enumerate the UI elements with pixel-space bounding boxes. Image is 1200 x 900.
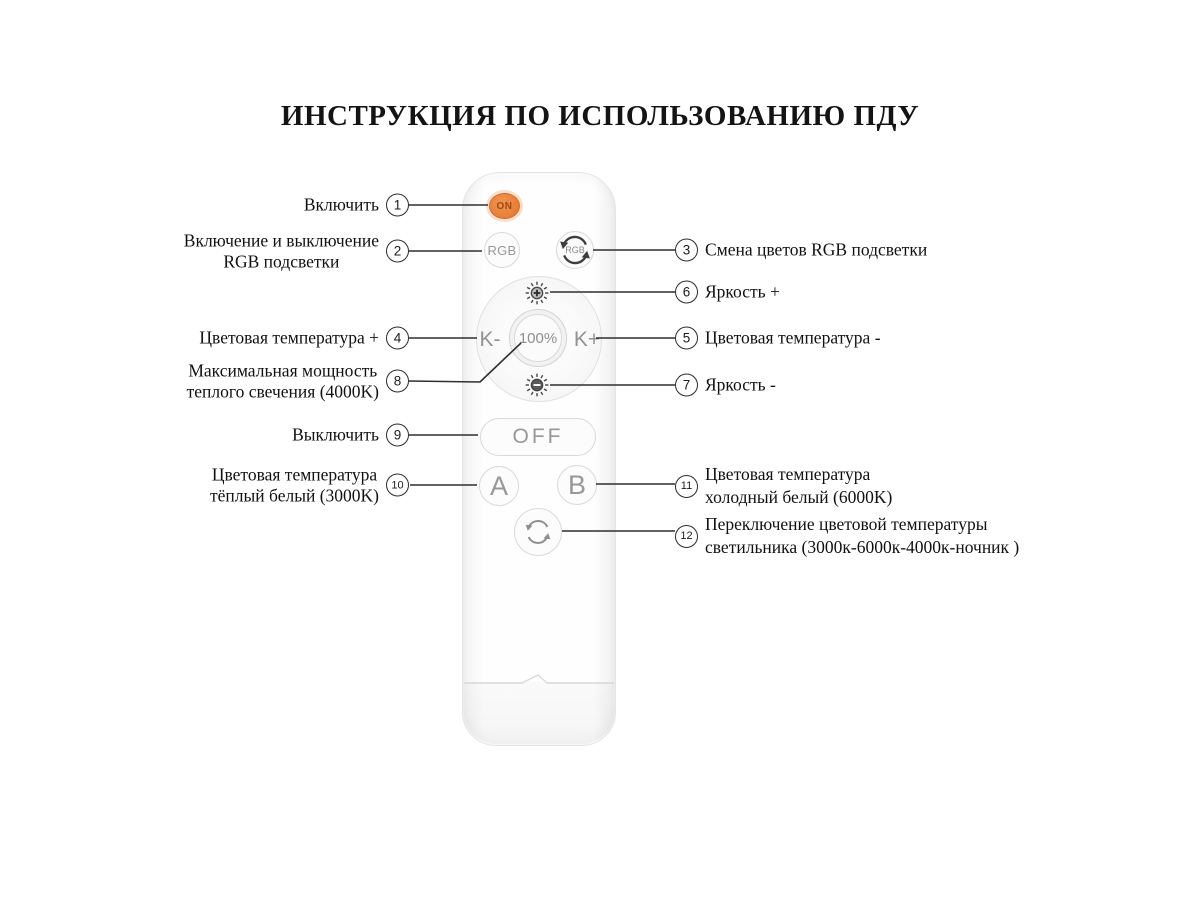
callout-power-on: [304, 194, 409, 217]
cycle-arrows-icon: [521, 515, 555, 549]
callout-text: Яркость +: [705, 281, 780, 302]
callout-brightness-minus: [675, 374, 776, 397]
callout-number: 5: [675, 327, 698, 350]
callout-max-power: [187, 361, 409, 402]
callout-number: 10: [386, 474, 409, 497]
callout-number: 9: [386, 424, 409, 447]
remote-control: [462, 172, 616, 746]
callout-number: 6: [675, 281, 698, 304]
off-button: OFF: [480, 418, 596, 456]
callout-color-temp-minus: [675, 327, 881, 350]
k-minus-button: K-: [479, 328, 501, 351]
callout-number: 1: [386, 194, 409, 217]
max-power-100-button: 100%: [514, 314, 562, 362]
callout-number: 4: [386, 327, 409, 350]
b-button: B: [557, 465, 597, 505]
callout-text: Выключить: [292, 424, 379, 445]
brightness-up-icon: [525, 281, 549, 305]
callout-text: Переключение цветовой температуры светильника (3000к-6000к-4000к-ночник ): [705, 514, 1020, 557]
callout-temp-cycle: [675, 513, 1019, 559]
callout-text: Смена цветов RGB подсветки: [705, 239, 928, 260]
callout-number: 3: [675, 239, 698, 262]
callout-text: Максимальная мощность теплого свечения (4000K): [186, 360, 379, 401]
callout-power-off: [292, 424, 409, 447]
callout-number: 2: [386, 240, 409, 263]
callout-cold-white: [675, 463, 892, 509]
battery-cover: [464, 682, 614, 744]
callout-text: Цветовая температура -: [705, 327, 881, 348]
callout-rgb-toggle: [184, 231, 409, 272]
callout-number: 12: [675, 525, 698, 548]
callout-text: Включить: [303, 194, 379, 215]
rgb-toggle-button: RGB: [484, 232, 520, 268]
color-temp-cycle-button: [514, 508, 562, 556]
a-button: A: [479, 466, 519, 506]
callout-number: 8: [386, 370, 409, 393]
callout-number: 11: [675, 475, 698, 498]
callout-text: Цветовая температура тёплый белый (3000K): [210, 464, 379, 505]
callout-text: Цветовая температура холодный белый (6000K): [705, 464, 893, 507]
callout-color-temp-plus: [199, 327, 409, 350]
page-title: ИНСТРУКЦИЯ ПО ИСПОЛЬЗОВАНИЮ ПДУ: [280, 100, 920, 132]
callout-rgb-color-change: [675, 239, 927, 262]
callout-warm-white: [210, 465, 409, 506]
on-button: ON: [489, 193, 520, 219]
callout-brightness-plus: [675, 281, 780, 304]
k-plus-button: K+: [573, 328, 601, 351]
callout-number: 7: [675, 374, 698, 397]
callout-text: Яркость -: [705, 374, 776, 395]
brightness-down-icon: [525, 373, 549, 397]
callout-text: Включение и выключение RGB подсветки: [183, 230, 379, 271]
rgb-cycle-icon: [557, 231, 593, 269]
svg-text:RGB: RGB: [565, 245, 585, 256]
callout-text: Цветовая температура +: [199, 327, 379, 348]
rgb-color-cycle-button: [556, 231, 594, 269]
